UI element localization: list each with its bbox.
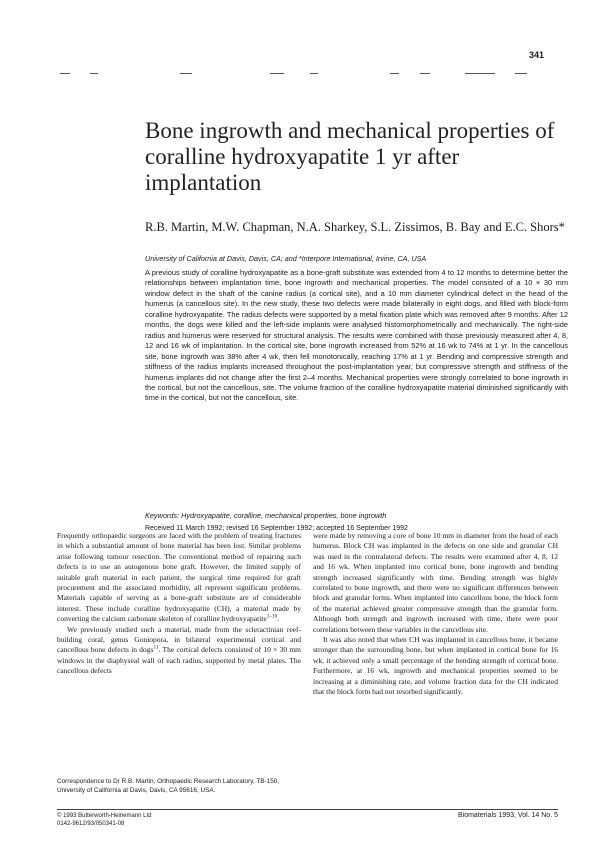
citation: 11 [153, 644, 159, 651]
body-text: . The cortical defects consisted of 10 × 30 mm windows in the diaphyseal wall of each radius, supported by metal plates. The cancellous defects [57, 645, 301, 676]
citation: 1–10 [266, 613, 278, 620]
article-title: Bone ingrowth and mechanical properties of coralline hydroxyapatite 1 yr after implantation [145, 118, 555, 195]
journal-citation: Biomaterials 1993, Vol. 14 No. 5 [457, 812, 558, 819]
body-text: We previously studied such a material, made from the scleractinian reef-building coral, genus Goniopora, in bilateral experimental cortical and cancellous bone defects in dogs [57, 624, 301, 655]
body-paragraph [57, 531, 301, 625]
copyright [57, 812, 297, 828]
affiliation: University of California at Davis, Davis, CA; and *Interpore International, Irvine, CA, USA [145, 254, 427, 263]
body-column-right [313, 531, 558, 698]
body-paragraph [57, 625, 301, 677]
keywords: Keywords: Hydroxyapatite, coralline, mechanical properties, bone ingrowth [145, 511, 387, 520]
page-number: 341 [529, 50, 545, 60]
footer-rule [57, 809, 558, 810]
header-dashed-rule [60, 73, 530, 75]
body-column-left [57, 531, 301, 677]
body-text: Frequently orthopaedic surgeons are faced with the problem of treating fractures in which a substantial amount of bone material has been lost. Similar problems arise following tumour resection. The conventional method of repairing such defects is to use an autogenous bone graft. However, the limited supply of suitable graft material in each patient, the surgical time required for graft procurement and the associated morbidity, all represent significant problems. Materials capable of serving as a bone-graft substitute are of considerable interest. These include coralline hydroxyapatite (CH), a material made by converting the calcium carbonate skeleton of coralline hydroxyapatite [57, 531, 301, 624]
correspondence-note: Correspondence to Dr R.B. Martin, Orthopaedic Research Laboratory, TB-150, University of California at Davis, Davis, CA 95616, USA. [57, 778, 280, 794]
abstract: A previous study of coralline hydroxyapatite as a bone-graft substitute was extended from 4 to 12 months to determine better the relationships between implantation time, bone ingrowth and mechanical properties. The model consisted of a 10 × 30 mm window defect in the shaft of the canine radius (a cortical site), and a 10 mm diameter cylindrical defect in the head of the humerus (a cancellous site). In the new study, these two defects were made bilaterally in eight dogs, and filled with block-form coralline hydroxyapatite. The radius defects were supported by a metal fixation plate which was removed after 9 months. After 12 months, the dogs were killed and the left-side implants were analysed histomorphometrically and mechanically. The right-side radius and humerus were reserved for structural analysis. The results were combined with those previously measured after 4, 8, 12 and 16 wk of implantation. In the cortical site, bone ingrowth increased from 52% at 16 wk to 74% at 1 yr. In the cancellous site, bone ingrowth was 38% after 4 wk, then fell monotonically, reaching 17% at 1 yr. Bending and compressive strength and stiffness of the radius implants increased throughout the post-implantation year, but compressive strength and stiffness of the humerus implants did not change after the first 2–4 months. Mechanical properties were strongly correlated to bone ingrowth in the cortical, but not the cancellous, site. The volume fraction of the coralline hydroxyapatite material diminished significantly with time in the cortical, but not the cancellous, site. [145, 268, 568, 403]
copyright-line: © 1993 Butterworth-Heinemann Ltd [57, 813, 152, 819]
author-list: R.B. Martin, M.W. Chapman, N.A. Sharkey, S.L. Zissimos, B. Bay and E.C. Shors* [145, 220, 565, 234]
body-paragraph: were made by removing a core of bone 10 mm in diameter from the head of each humerus. Block CH was implanted in the defects on one side and granular CH was used in the contralateral defects. The results were examined after 4, 8, 12 and 16 wk. When implanted into cortical bone, bone ingrowth and bending strength increased significantly with time. Bending strength was highly correlated to bone ingrowth, and there were no significant differences between block and granular forms. When implanted into cancellous bone, the block form of the material achieved greater compressive strength than the granular form. Although both strength and ingrowth increased with time, there were poor correlations between these variables in the cancellous site. [313, 531, 558, 634]
body-text: . [277, 614, 280, 624]
received-dates: Received 11 March 1992; revised 16 September 1992; accepted 16 September 1992 [145, 525, 408, 532]
body-paragraph: It was also noted that when CH was implanted in cancellous bone, it became stronger than the surrounding bone, but when implanted in cortical bone for 16 wk, it achieved only a small percentage of the bending strength of cortical bone. Furthermore, at 16 wk, ingrowth and mechanical properties seemed to be increasing at a diminishing rate, and volume fraction data for the CH indicated that the block form had not resorbed significantly. [313, 635, 558, 697]
issn-line: 0142-9612/93/050341-08 [57, 821, 125, 827]
